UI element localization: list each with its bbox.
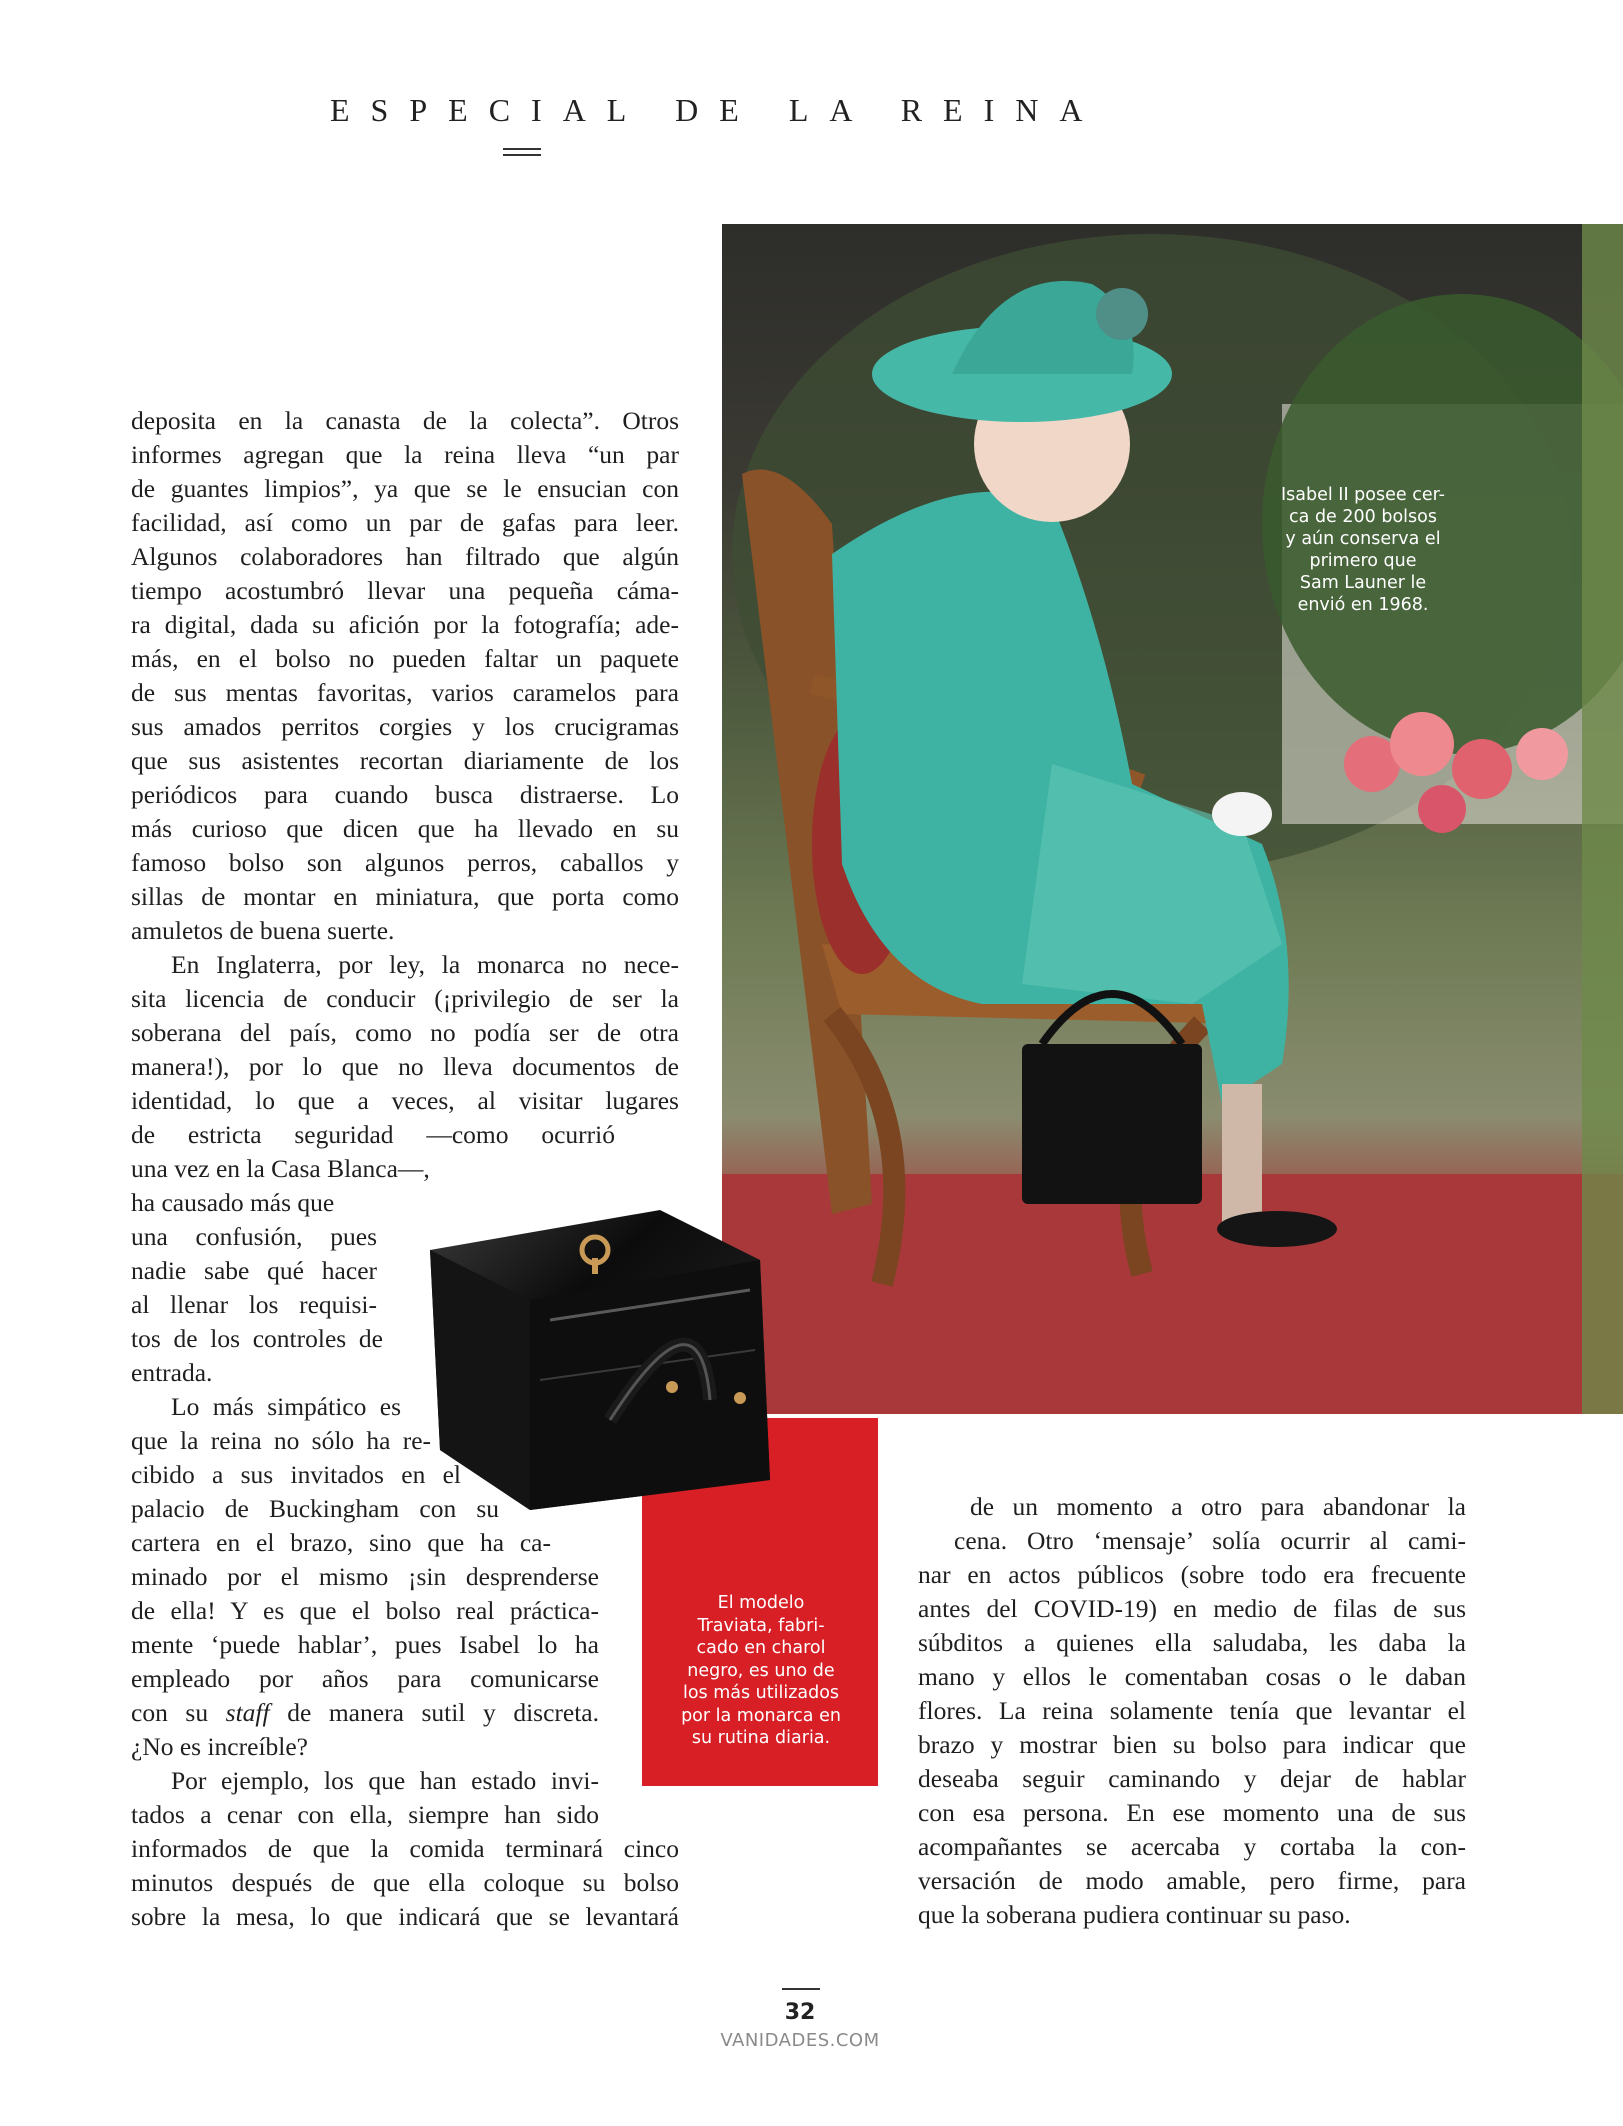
article-line: una confusión, pues: [131, 1222, 377, 1251]
article-line: Por ejemplo, los que han estado invi-: [171, 1766, 599, 1795]
article-line: palacio de Buckingham con su: [131, 1494, 499, 1523]
article-line: minado por el mismo ¡sin desprenderse: [131, 1562, 599, 1591]
article-line: mente ‘puede hablar’, pues Isabel lo ha: [131, 1630, 599, 1659]
article-line: entrada.: [131, 1358, 213, 1387]
article-line: periódicos para cuando busca distraerse. Lo: [131, 780, 679, 809]
article-line: antes del COVID-19) en medio de filas de sus: [918, 1594, 1466, 1623]
article-line: facilidad, así como un par de gafas para leer.: [131, 508, 679, 537]
article-line: más, en el bolso no pueden faltar un paquete: [131, 644, 679, 673]
article-line: brazo y mostrar bien su bolso para indicar que: [918, 1730, 1466, 1759]
article-line: de guantes limpios”, ya que se le ensucian con: [131, 474, 679, 503]
folio-rule: [782, 1988, 820, 1990]
article-line: empleado por años para comunicarse: [131, 1664, 599, 1693]
page-number: 32: [784, 2000, 816, 2025]
article-line: sillas de montar en miniatura, que porta como: [131, 882, 679, 911]
article-line: Lo más simpático es: [171, 1392, 401, 1421]
article-line: cartera en el brazo, sino que ha ca-: [131, 1528, 551, 1557]
article-line: tiempo acostumbró llevar una pequeña cáma-: [131, 576, 679, 605]
article-line: sobre la mesa, lo que indicará que se levantará: [131, 1902, 679, 1931]
article-line: ha causado más que: [131, 1188, 335, 1217]
article-line: nar en actos públicos (sobre todo era frecuente: [918, 1560, 1466, 1589]
article-line: En Inglaterra, por ley, la monarca no nece-: [171, 950, 679, 979]
article-line: deposita en la canasta de la colecta”. Otros: [131, 406, 679, 435]
article-line: una vez en la Casa Blanca—,: [131, 1154, 430, 1183]
article-line: al llenar los requisi-: [131, 1290, 377, 1319]
bag-caption: El modelo Traviata, fabri- cado en charol negro, es uno de los más utilizados por la monarca en su rutina diaria.: [681, 1593, 841, 1748]
article-line: ¿No es increíble?: [131, 1732, 308, 1761]
article-line: súbditos a quienes ella saludaba, les daba la: [918, 1628, 1466, 1657]
article-line: Algunos colaboradores han filtrado que algún: [131, 542, 679, 571]
article-line: con su staff de manera sutil y discreta.: [131, 1698, 599, 1727]
title-rule-bottom: [503, 154, 541, 156]
article-line: de un momento a otro para abandonar la: [970, 1492, 1466, 1521]
article-line: nadie sabe qué hacer: [131, 1256, 377, 1285]
article-line: sita licencia de conducir (¡privilegio de ser la: [131, 984, 679, 1013]
article-line: informados de que la comida terminará cinco: [131, 1834, 679, 1863]
article-left-column: [131, 404, 679, 1934]
article-line: informes agregan que la reina lleva “un par: [131, 440, 679, 469]
article-line: ra digital, dada su afición por la fotografía; ade-: [131, 610, 679, 639]
article-line: más curioso que dicen que ha llevado en su: [131, 814, 679, 843]
article-line: versación de modo amable, pero firme, para: [918, 1866, 1466, 1895]
article-line: tados a cenar con ella, siempre han sido: [131, 1800, 599, 1829]
article-line: sus amados perritos corgies y los crucigramas: [131, 712, 679, 741]
article-line: minutos después de que ella coloque su bolso: [131, 1868, 679, 1897]
article-line: con esa persona. En ese momento una de sus: [918, 1798, 1466, 1827]
article-line: que sus asistentes recortan diariamente de los: [131, 746, 679, 775]
article-right-column: [918, 1490, 1466, 1932]
article-line: de estricta seguridad —como ocurrió: [131, 1120, 615, 1149]
article-line: cena. Otro ‘mensaje’ solía ocurrir al cami-: [954, 1526, 1466, 1555]
article-line: de ella! Y es que el bolso real práctica-: [131, 1596, 599, 1625]
article-line: que la reina no sólo ha re-: [131, 1426, 431, 1455]
site-name: VANIDADES.COM: [720, 2030, 880, 2051]
article-line: famoso bolso son algunos perros, caballos y: [131, 848, 679, 877]
article-line: identidad, lo que a veces, al visitar lugares: [131, 1086, 679, 1115]
article-line: que la soberana pudiera continuar su paso.: [918, 1900, 1351, 1929]
article-line: cibido a sus invitados en el: [131, 1460, 461, 1489]
article-line: deseaba seguir caminando y dejar de hablar: [918, 1764, 1466, 1793]
article-line: soberana del país, como no podía ser de otra: [131, 1018, 679, 1047]
article-line: tos de los controles de: [131, 1324, 383, 1353]
article-line: amuletos de buena suerte.: [131, 916, 395, 945]
article-line: acompañantes se acercaba y cortaba la con-: [918, 1832, 1466, 1861]
section-title: ESPECIAL DE LA REINA: [330, 92, 1104, 128]
article-line: manera!), por lo que no lleva documentos de: [131, 1052, 679, 1081]
photo-caption: Isabel II posee cer- ca de 200 bolsos y aún conserva el primero que Sam Launer le envió en 1968.: [1281, 485, 1445, 615]
article-line: mano y ellos le comentaban cosas o le daban: [918, 1662, 1466, 1691]
article-line: de sus mentas favoritas, varios caramelos para: [131, 678, 679, 707]
article-line: flores. La reina solamente tenía que levantar el: [918, 1696, 1466, 1725]
title-rule-top: [503, 148, 541, 150]
